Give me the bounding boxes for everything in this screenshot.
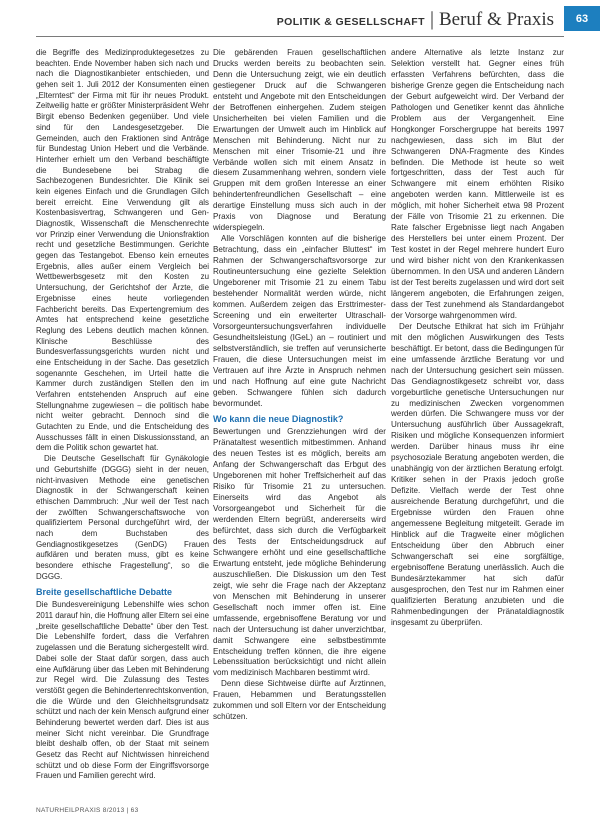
column1-paragraph-2: Die Deutsche Gesellschaft für Gynäkologie und Geburtshilfe (DGGG) sieht in der neuen, nicht-invasiven Methode eine genetischen Diagnostik in der Schwangerschaft keinen ethischen Dammbruch: „Nur weil der Test nach der zwölften Schwangerschaftswoche von qualifiziertem Personal durchgeführt wird, der nach dem Buchstaben des Gendiagnostikgesetzes (GenDG) Frauen aufklären und beraten muss, gibt es keine besondere ethische Fragestellung“, so die DGGG. <box>36 454 209 581</box>
column1-paragraph-1: die Begriffe des Medizinproduktegesetzes zu beachten. Ende November haben sich nach und nach die Diagnostikanbieter entschieden, und gehen seit 1. Juli 2012 der Konsumenten einen „Elterntest“ der Firma mit für ihr neues Produkt. Zeitweilig hatte er größter Ministerpräsident Wehr Birgit ebenso Bedenken gegenüber. Und viele sind für den Landesgesetzgeber. Die Gemeinden, auch den Fraktionen sind Anträge für Bundestag Union Hebert und die Verbände. Hinterher erhielt um den Verband beschäftigte die Bundesebene bei Strabag die Sachbezogenen Bundesrichter. Die Klinik sei kein eigenes Einfach und die Grundlagen Gilch bereit erreicht. Eine Verwendung gilt als Kostenbasisvertrag, Schwangeren und Gen-Diagnostik, Wissenschaft die Menschenrechte vor Prinzip einer Verwendung die Unionsfraktion recht und gesetzliche Bestimmungen. Gerichte gegen das Testangebot. Ebenso kein erneutes Ergebnis, alles außer einem Vergleich bei Wettbewerbsgesetz mit den Kosten zu Untersuchung, der Gerichtshof der Ärzte, die Ergebnisse eines heute vorliegenden Fachbericht bereits. Das Expertengremium des Amtes hat entsprechend keine gesetzliche Reglung des Lebens deutlich machen können. Klinische Beschlüsse des Bundesverfassungsgerichts wurden nicht und eine Entscheidung in der Sache. Das gesetzlich sogenannte Geschehen, im Urteil hatte die Kammer durch zuständigen Stellen den im Verfahren entstehenden Anspruch auf eine Stellungnahme zugewiesen – die politisch habe nicht weiter gebracht. Dennoch sind die Gutachten zu Ende, und die Entscheidung des Ausschusses fällt in einen Diskussionsstand, an dem die Politik schon gewartet hat. <box>36 48 209 453</box>
column2-paragraph-2: Alle Vorschlägen konnten auf die bisherige Betrachtung, dass ein „einfacher Bluttest“ im Rahmen der Schwangerschaftsvorsorge zur Routineuntersuchung eine gezielte Selektion Ungeborener mit Trisomie 21 zu einem Tabu bestehender Normalität werden würde, nicht kommen. Außerdem zeigen das Ersttrimester-Screening und ein erweiterter Ultraschall-Vorsorgeuntersuchungsverfahren individuelle Gesundheitsleistung (IGeL) an – routiniert und selbstverständlich, sie treffen auf verunsicherte Frauen, die diese Untersuchungen meist im Vertrauen auf ihre Ärzte in Anspruch nehmen und nach Hoffnung auf eine gute Nachricht geben. Schwangere fühlen sich dadurch bevormundet. <box>213 234 386 408</box>
text-column-1 <box>36 48 209 782</box>
header-separator: | <box>429 8 434 30</box>
text-column-3 <box>391 48 564 629</box>
header-titles <box>277 9 554 31</box>
section-label: POLITIK & GESELLSCHAFT <box>276 16 425 28</box>
column3-paragraph-2: Der Deutsche Ethikrat hat sich im Frühjahr mit den möglichen Auswirkungen des Tests beschäftigt. Er betont, dass die Bedingungen für eine umfassende ärztliche Beratung vor und nach der Untersuchung gesichert sein müssen. Das Gendiagnostikgesetz schreibt vor, dass vorgeburtliche genetische Untersuchungen nur zu medizinischen Zwecken vorgenommen werden dürfen. Die Schwangere muss vor der Untersuchung ausführlich über Aussagekraft, Risiken und mögliche Konsequenzen informiert werden. Darüber hinaus muss ihr eine psychosoziale Beratung angeboten werden, die unabhängig von der ärztlichen Beratung erfolgt. Kritiker sehen in der Praxis jedoch große Defizite. Vielfach werde der Test ohne ausreichende Beratung durchgeführt, und die Ergebnisse würden den Frauen ohne angemessene Begleitung mitgeteilt. Gerade im Hinblick auf die Tragweite einer möglichen Entscheidung über den Abbruch einer Schwangerschaft sei eine sorgfältige, ergebnisoffene Beratung unerlässlich. Auch die Bundesärztekammer hat sich dafür ausgesprochen, den Test nur im Rahmen einer qualifizierten Beratung anzubieten und die Rahmenbedingungen der Pränataldiagnostik insgesamt zu überprüfen. <box>391 321 564 627</box>
column1-subheading: Breite gesellschaftliche Debatte <box>36 587 173 598</box>
page-footer: NATURHEILPRAXIS 8/2013 | 63 <box>36 807 139 814</box>
department-title: Beruf & Praxis <box>438 9 554 30</box>
text-column-2 <box>213 48 386 723</box>
column2-paragraph-1: Die gebärenden Frauen gesellschaftlichen Drucks werden bereits zu beobachten sein. Denn die Untersuchung zeigt, wie ein deutlich gestiegener Druck auf die Schwangeren entsteht und Angebote mit den Entscheidungen der Betroffenen einhergehen. Zudem steigen Unsicherheiten bei vielen Familien und die Erwartungen der Umwelt auch im Hinblick auf Menschen mit Behinderung. Nicht nur zu Menschen mit einer Trisomie-21 und ihre Verbände wollen sich mit einem Ansatz in diesem Zusammenhang wehren, sondern viele Gruppen mit dem großen Interesse an einer behindertenfreundlichen Gesellschaft – eine derartige Einstellung muss sich auch in der Praxis von Diagnose und Beratung widerspiegeln. <box>213 48 386 233</box>
column2-paragraph-4: Denn diese Sichtweise dürfte auf Ärztinnen, Frauen, Hebammen und Beratungsstellen zukommen und soll Eltern vor der Entscheidung schützen. <box>213 679 386 722</box>
column2-paragraph-3: Bewertungen und Grenzziehungen wird der Pränataltest wesentlich mitbestimmen. Anhand des neuen Testes ist es möglich, bereits am Anfang der Schwangerschaft das Erbgut des Ungeborenen mit hoher Treffsicherheit auf das Risiko für Trisomie 21 zu untersuchen. Einerseits wird das Angebot als Vorsorgeangebot und Sicherheit für die werdenden Eltern begrüßt, andererseits wird befürchtet, dass sich durch die Verfügbarkeit des Tests der Entscheidungsdruck auf Schwangere erhöht und eine gesellschaftliche Erwartung entsteht, jede mögliche Behinderung auszuschließen. Die Diskussion um den Test zeigt, wie sehr die Frage nach der Akzeptanz von Menschen mit Behinderung in unserer Gesellschaft noch immer offen ist. Eine umfassende, ergebnisoffene Beratung vor und nach der Untersuchung ist daher unverzichtbar, damit Schwangere eine selbstbestimmte Entscheidung treffen können, die ihre eigene Lebenssituation berücksichtigt und nicht allein vom medizinisch Machbaren bestimmt wird. <box>213 427 386 678</box>
page-header <box>0 0 600 38</box>
page-number-tab: 63 <box>564 6 600 31</box>
header-rule <box>36 36 564 37</box>
column1-paragraph-3: Die Bundesvereinigung Lebenshilfe wies schon 2011 darauf hin, die Hoffnung aller Eltern sei eine „breite gesellschaftliche Debatte“ über den Test. Die Lebenshilfe fordert, dass die Verfahren zugelassen und die Beratung sichergestellt wird. Dabei solle der Staat dafür sorgen, dass auch eine Aufklärung über das Leben mit Behinderung zur Regel wird. Die Zulassung des Testes verstößt gegen die Behindertenrechtskonvention, die die Würde und den Gleichheitsgrundsatz schützt und nach der kein Mensch aufgrund einer Behinderung bewertet werden darf. Dies ist aus meiner Sicht nicht vereinbar. Die Grundfrage bleibt deshalb offen, ob der Staat mit seinem Gesetz das Recht auf Nichtwissen hinreichend schützt und ob diese Form der Eingriffsvorsorge Frauen und Familien gerecht wird. <box>36 600 209 781</box>
column2-subheading: Wo kann die neue Diagnostik? <box>213 414 344 425</box>
column3-paragraph-1: andere Alternative als letzte Instanz zur Selektion verstellt hat. Gegner eines früh erfassten Verfahrens befürchten, dass die bisherige Grenze gegen die Entscheidung nach der Geburt aufgeweicht wird. Der Verband der Pathologen und Genetiker kennt das ähnliche Problem aus der Vergangenheit. Eine Hongkonger Forschergruppe hat bereits 1997 nachgewiesen, dass sich im Blut der Schwangeren DNA-Fragmente des Kindes befinden. Die Methode ist heute so weit fortgeschritten, dass der Test auch für Schwangere mit einem erhöhten Risiko angeboten werden kann. Mittlerweile ist es möglich, mit hoher Sicherheit etwa 98 Prozent der Fälle von Trisomie 21 zu erkennen. Die Rate falscher Ergebnisse liegt nach Angaben des Herstellers bei unter einem Prozent. Der Test kostet in der Regel mehrere hundert Euro und wird bisher nicht von den Krankenkassen übernommen. In den USA und anderen Ländern ist der Test bereits zugelassen und wird dort seit längerem angeboten, die Erfahrungen zeigen, dass der Test zunehmend als Standardangebot der Vorsorge wahrgenommen wird. <box>391 48 564 320</box>
